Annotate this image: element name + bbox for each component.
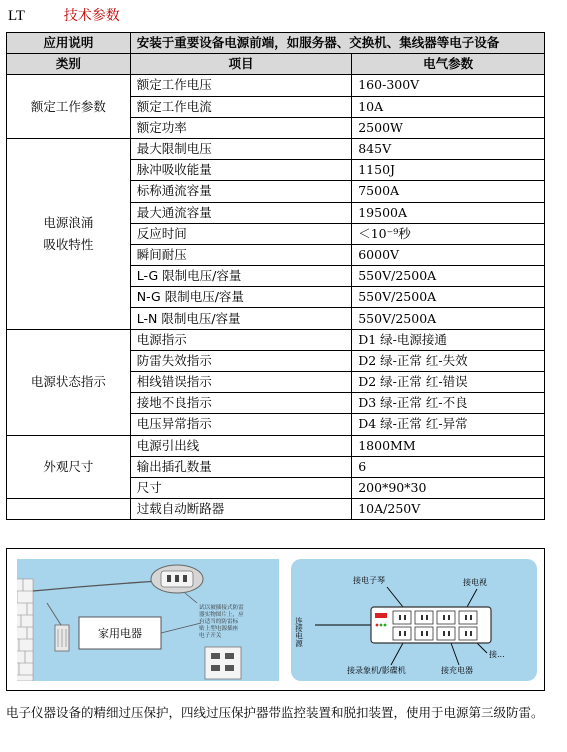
value-cell: D1 绿-电源接通 [352, 329, 545, 350]
top-left-label: 接电子琴 [353, 576, 385, 585]
item-cell: 反应时间 [130, 223, 352, 244]
item-cell: L-N 限制电压/容量 [130, 308, 352, 329]
value-cell: D4 绿-正常 红-异常 [352, 414, 545, 435]
item-cell: 接地不良指示 [130, 393, 352, 414]
item-cell: 额定工作电流 [130, 96, 352, 117]
application-text: 安装于重要设备电源前端，如服务器、交换机、集线器等电子设备 [130, 33, 544, 54]
item-cell: 电压异常指示 [130, 414, 352, 435]
item-cell: 标称通流容量 [130, 181, 352, 202]
pointer-line [387, 587, 403, 607]
value-cell: 550V/2500A [352, 266, 545, 287]
doc-heading [8, 4, 120, 26]
category-label: 电源状态指示 [30, 374, 106, 390]
item-cell: 过载自动断路器 [130, 499, 352, 520]
item-cell: 尺寸 [130, 477, 352, 498]
bottom-mid-label: 接充电器 [441, 666, 473, 675]
socket-panel-icon [205, 647, 241, 679]
value-cell: ＜10⁻⁹秒 [352, 223, 545, 244]
table-row [7, 138, 545, 159]
surge-protector-icon [55, 625, 69, 651]
item-cell: 输出插孔数量 [130, 456, 352, 477]
item-cell: 电源引出线 [130, 435, 352, 456]
category-cell [7, 138, 131, 329]
mains-cable [33, 581, 159, 591]
note-line: 器实物图片上，应 [199, 612, 244, 618]
pointer-line [161, 623, 201, 633]
wall-socket-icon [151, 565, 203, 593]
col-item: 项目 [130, 54, 352, 75]
item-cell: 最大限制电压 [130, 138, 352, 159]
bottom-right-label: 接... [489, 650, 505, 659]
pointer-line [477, 643, 487, 653]
table-row [7, 75, 545, 96]
pointer-line [391, 643, 403, 665]
usage-diagram [6, 548, 545, 691]
column-header-row [7, 54, 545, 75]
value-cell: 19500A [352, 202, 545, 223]
note-line: 电子开关 [199, 633, 222, 639]
value-cell: 1800MM [352, 435, 545, 456]
appliance-label: 家用电器 [98, 627, 142, 640]
category-label: 电源浪涌 [43, 214, 94, 230]
value-cell: 7500A [352, 181, 545, 202]
value-cell: 6000V [352, 244, 545, 265]
spec-table [6, 32, 545, 520]
item-cell: N-G 限制电压/容量 [130, 287, 352, 308]
source-label: 连接电源 [294, 617, 304, 647]
connection-illustration [291, 559, 537, 681]
value-cell: D2 绿-正常 红-错误 [352, 372, 545, 393]
item-cell: L-G 限制电压/容量 [130, 266, 352, 287]
category-cell [7, 75, 131, 139]
install-note [199, 603, 244, 639]
item-cell: 瞬间耐压 [130, 244, 352, 265]
value-cell: 845V [352, 138, 545, 159]
installation-illustration [17, 559, 279, 681]
value-cell: 200*90*30 [352, 477, 545, 498]
category-cell [7, 435, 131, 499]
value-cell: D3 绿-正常 红-不良 [352, 393, 545, 414]
pointer-line [451, 643, 459, 665]
item-cell: 脉冲吸收能量 [130, 160, 352, 181]
pointer-line [467, 589, 477, 607]
value-cell: 2500W [352, 117, 545, 138]
bottom-left-label: 接录象机/影碟机 [347, 666, 406, 675]
value-cell: 10A/250V [352, 499, 545, 520]
item-cell: 防雷失效指示 [130, 350, 352, 371]
table-row [7, 329, 545, 350]
value-cell: D2 绿-正常 红-失效 [352, 350, 545, 371]
power-strip-icon [371, 607, 491, 643]
item-cell: 相线错误指示 [130, 372, 352, 393]
table-row [7, 499, 545, 520]
top-right-label: 接电视 [463, 578, 487, 587]
item-cell: 额定功率 [130, 117, 352, 138]
category-label: 吸收特性 [43, 236, 94, 252]
note-line: 试以被插接式防雷 [199, 605, 244, 611]
col-param: 电气参数 [352, 54, 545, 75]
item-cell: 额定工作电压 [130, 75, 352, 96]
value-cell: 160-300V [352, 75, 545, 96]
table-row [7, 435, 545, 456]
connection-svg [291, 559, 537, 681]
category-cell [7, 499, 131, 520]
value-cell: 6 [352, 456, 545, 477]
brick-wall-icon [17, 579, 33, 681]
section-title: 技术参数 [63, 8, 120, 24]
value-cell: 1150J [352, 160, 545, 181]
value-cell: 10A [352, 96, 545, 117]
installation-svg [17, 559, 279, 681]
category-label: 外观尺寸 [43, 458, 94, 474]
ground-cable [47, 603, 61, 625]
application-row [7, 33, 545, 54]
category-cell [7, 329, 131, 435]
item-cell: 最大通流容量 [130, 202, 352, 223]
note-line: 贴上型电源插座 [199, 626, 239, 632]
application-label: 应用说明 [7, 33, 131, 54]
product-code: LT [8, 8, 25, 24]
value-cell: 550V/2500A [352, 308, 545, 329]
item-cell: 电源指示 [130, 329, 352, 350]
pointer-line [185, 593, 197, 603]
category-label: 额定工作参数 [30, 98, 106, 114]
note-line: 有适当的防雷标 [199, 619, 239, 625]
description-paragraph: 电子仪器设备的精细过压保护，四线过压保护器带监控装置和脱扣装置，使用于电源第三级防雷。 [6, 705, 544, 720]
col-category: 类别 [7, 54, 131, 75]
value-cell: 550V/2500A [352, 287, 545, 308]
